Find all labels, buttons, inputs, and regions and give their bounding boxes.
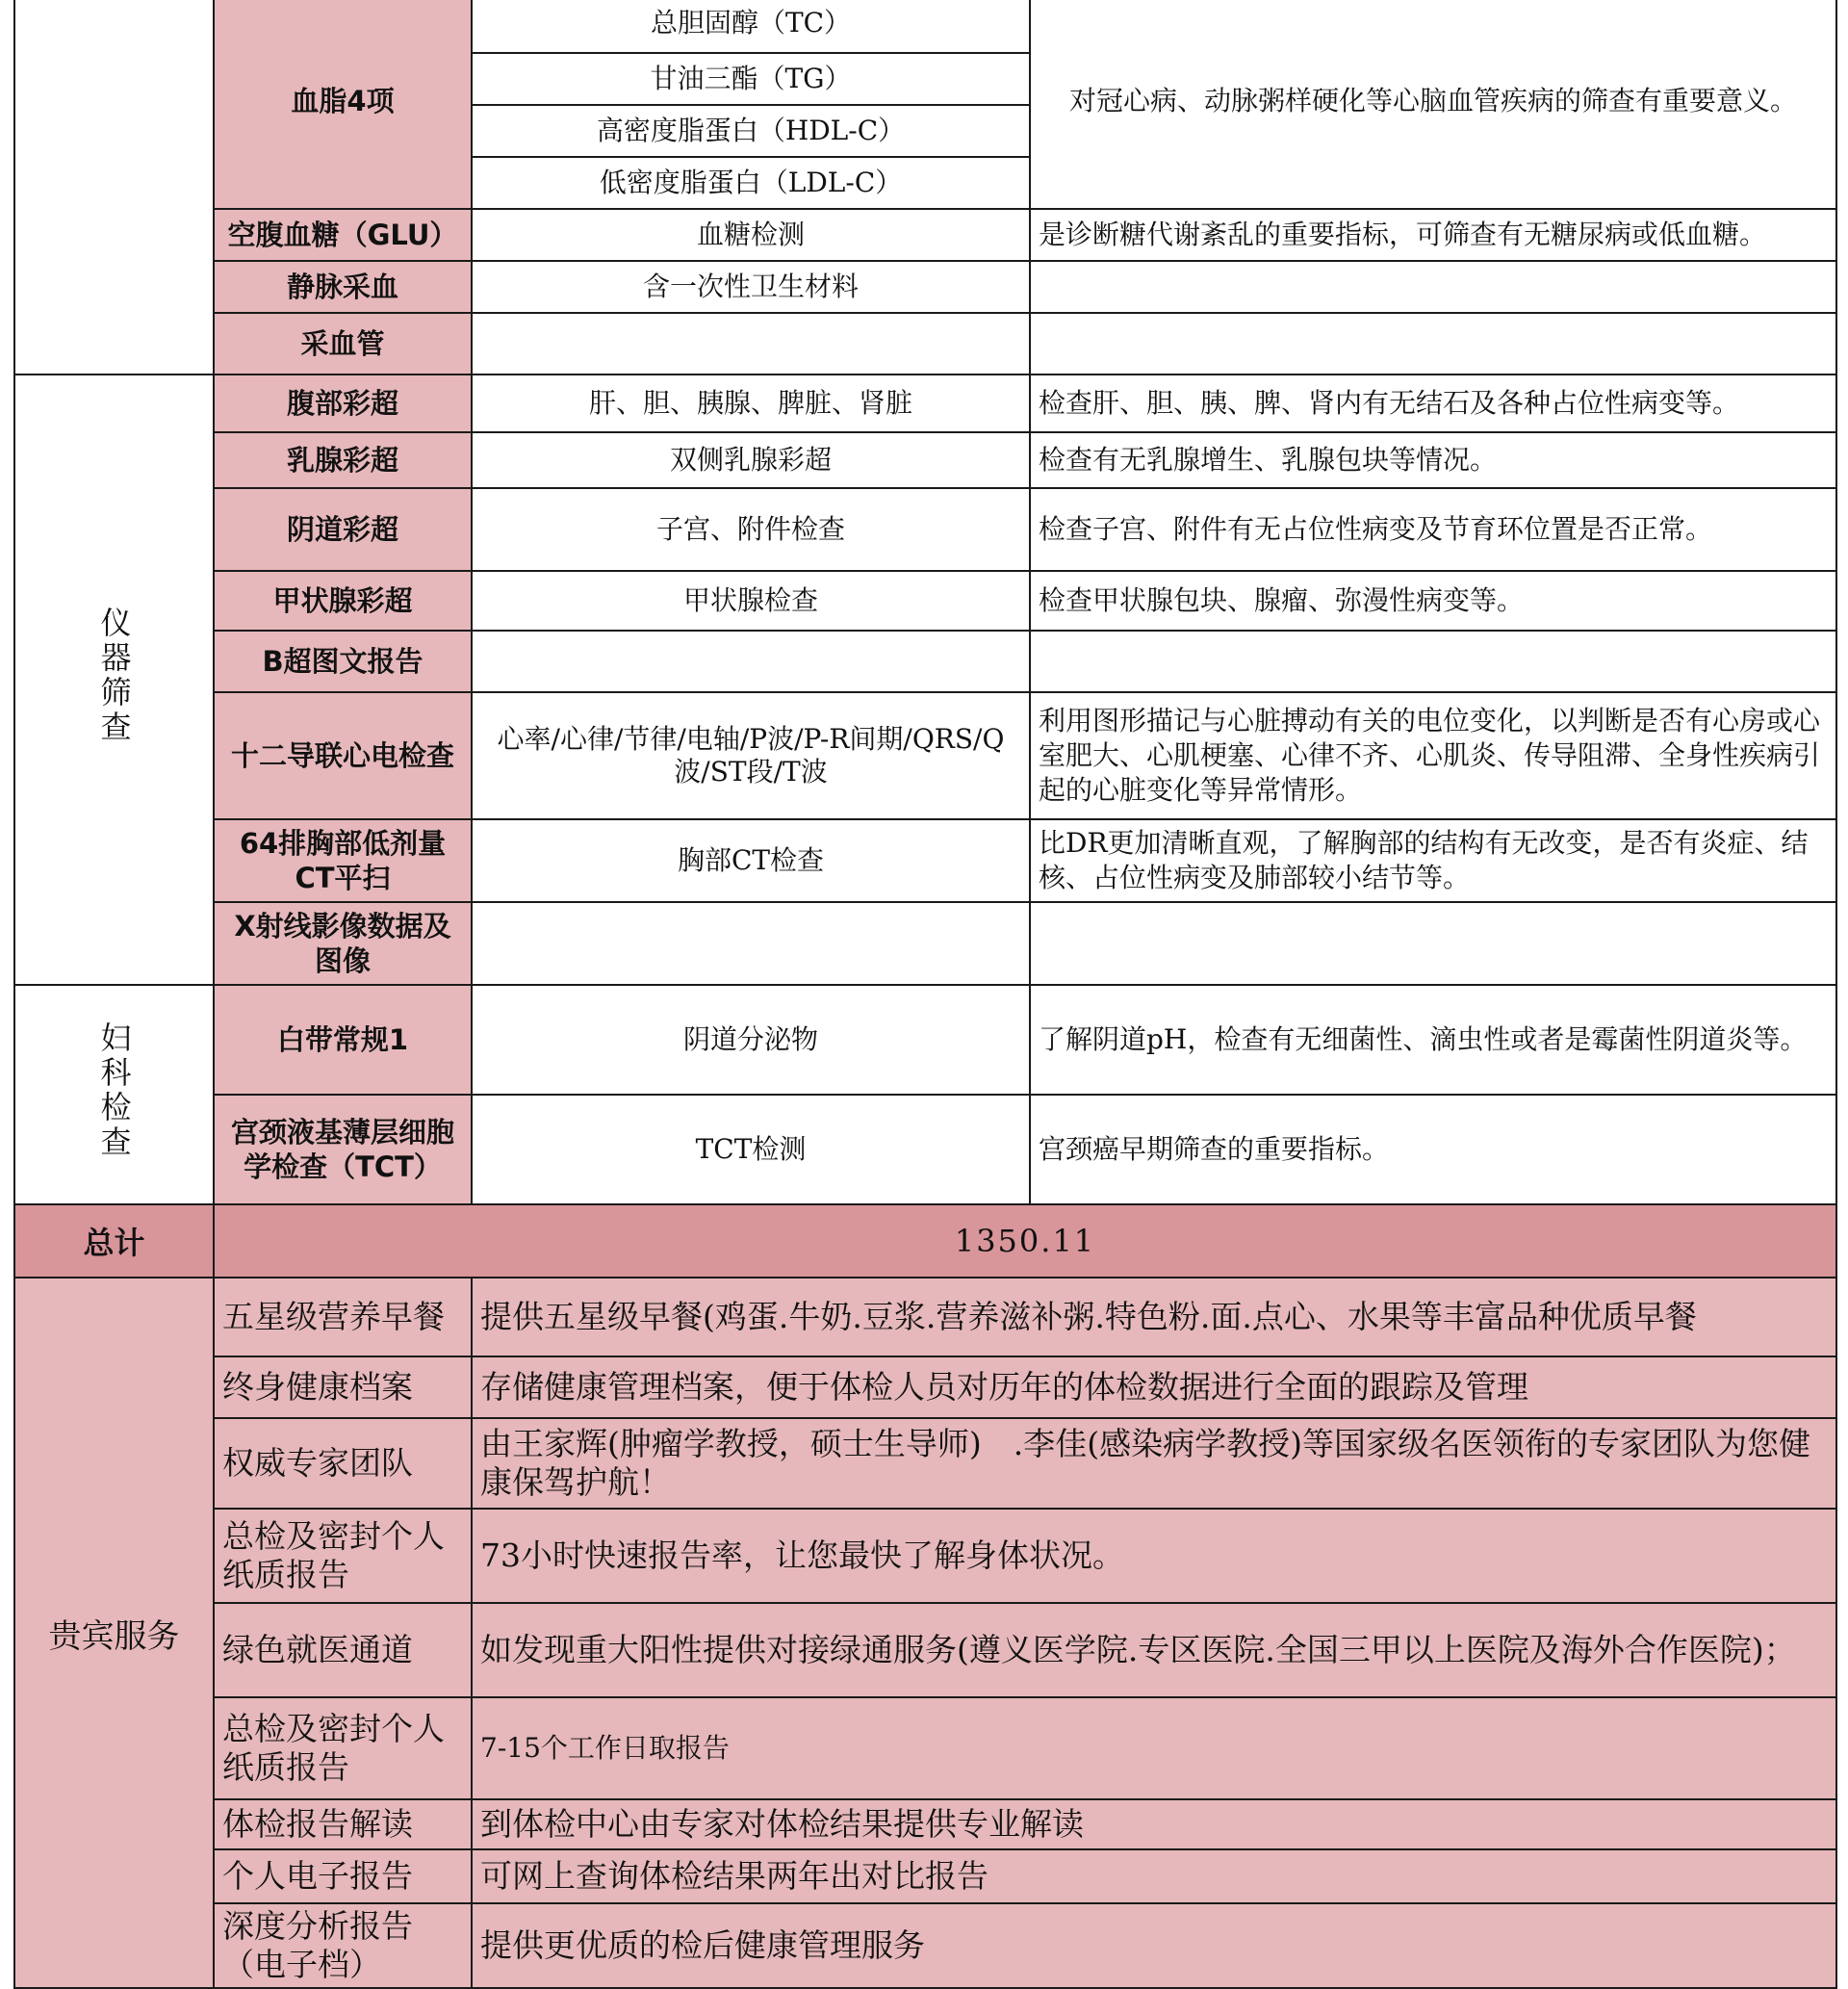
exam-item: 甲状腺检查 [472, 571, 1030, 631]
exam-item: TCT检测 [472, 1095, 1030, 1204]
exam-name: 64排胸部低剂量CT平扫 [214, 819, 472, 902]
exam-item: 含一次性卫生材料 [472, 261, 1030, 313]
blood-lipids-desc: 对冠心病、动脉粥样硬化等心脑血管疾病的筛查有重要意义。 [1030, 0, 1836, 209]
blood-lipids-name: 血脂4项 [214, 0, 472, 209]
exam-desc [1030, 261, 1836, 313]
service-desc: 如发现重大阳性提供对接绿通服务(遵义医学院.专区医院.全国三甲以上医院及海外合作医院)； [472, 1603, 1836, 1697]
exam-item: 心率/心律/节律/电轴/P波/P-R间期/QRS/Q波/ST段/T波 [472, 692, 1030, 819]
total-label: 总计 [14, 1204, 214, 1278]
exam-item: 子宫、附件检查 [472, 488, 1030, 571]
exam-desc [1030, 902, 1836, 985]
exam-name: X射线影像数据及图像 [214, 902, 472, 985]
service-name: 总检及密封个人纸质报告 [214, 1509, 472, 1603]
service-desc: 提供五星级早餐(鸡蛋.牛奶.豆浆.营养滋补粥.特色粉.面.点心、水果等丰富品种优质早餐 [472, 1278, 1836, 1356]
exam-name: 静脉采血 [214, 261, 472, 313]
exam-item: 双侧乳腺彩超 [472, 432, 1030, 488]
service-desc: 存储健康管理档案，便于体检人员对历年的体检数据进行全面的跟踪及管理 [472, 1356, 1836, 1418]
checkup-package-table [13, 0, 1837, 1989]
exam-desc: 比DR更加清晰直观，了解胸部的结构有无改变，是否有炎症、结核、占位性病变及肺部较小结节等。 [1030, 819, 1836, 902]
exam-item: 血糖检测 [472, 209, 1030, 261]
exam-name: 采血管 [214, 313, 472, 375]
service-desc: 到体检中心由专家对体检结果提供专业解读 [472, 1799, 1836, 1849]
service-name: 体检报告解读 [214, 1799, 472, 1849]
instrument-category-cell [14, 375, 214, 985]
service-desc: 7-15个工作日取报告 [472, 1697, 1836, 1799]
exam-desc: 了解阴道pH，检查有无细菌性、滴虫性或者是霉菌性阴道炎等。 [1030, 985, 1836, 1095]
exam-desc: 检查甲状腺包块、腺瘤、弥漫性病变等。 [1030, 571, 1836, 631]
service-desc: 由王家辉(肿瘤学教授，硕士生导师) .李佳(感染病学教授)等国家级名医领衔的专家团队为您健康保驾护航！ [472, 1418, 1836, 1509]
service-desc: 可网上查询体检结果两年出对比报告 [472, 1849, 1836, 1903]
exam-item: 肝、胆、胰腺、脾脏、肾脏 [472, 375, 1030, 432]
exam-desc [1030, 631, 1836, 692]
lipid-item: 低密度脂蛋白（LDL-C） [472, 157, 1030, 209]
service-name: 权威专家团队 [214, 1418, 472, 1509]
exam-desc: 利用图形描记与心脏搏动有关的电位变化，以判断是否有心房或心室肥大、心肌梗塞、心律不齐、心肌炎、传导阻滞、全身性疾病引起的心脏变化等异常情形。 [1030, 692, 1836, 819]
service-name: 五星级营养早餐 [214, 1278, 472, 1356]
service-name: 深度分析报告（电子档） [214, 1903, 472, 1988]
service-name: 绿色就医通道 [214, 1603, 472, 1697]
exam-name: 甲状腺彩超 [214, 571, 472, 631]
gyn-category-label: 妇科检查 [95, 1020, 133, 1160]
exam-item [472, 902, 1030, 985]
exam-desc: 检查有无乳腺增生、乳腺包块等情况。 [1030, 432, 1836, 488]
exam-desc: 是诊断糖代谢紊乱的重要指标，可筛查有无糖尿病或低血糖。 [1030, 209, 1836, 261]
exam-name: 十二导联心电检查 [214, 692, 472, 819]
lipid-item: 高密度脂蛋白（HDL-C） [472, 105, 1030, 157]
exam-name: 白带常规1 [214, 985, 472, 1095]
exam-item: 胸部CT检查 [472, 819, 1030, 902]
service-desc: 73小时快速报告率，让您最快了解身体状况。 [472, 1509, 1836, 1603]
vip-category-label: 贵宾服务 [14, 1278, 214, 1988]
exam-name: 宫颈液基薄层细胞学检查（TCT） [214, 1095, 472, 1204]
service-name: 总检及密封个人纸质报告 [214, 1697, 472, 1799]
instrument-category-label: 仪器筛查 [95, 606, 133, 745]
exam-name: 腹部彩超 [214, 375, 472, 432]
lipid-item: 总胆固醇（TC） [472, 0, 1030, 53]
exam-name: B超图文报告 [214, 631, 472, 692]
exam-item: 阴道分泌物 [472, 985, 1030, 1095]
exam-item [472, 631, 1030, 692]
exam-desc [1030, 313, 1836, 375]
exam-name: 乳腺彩超 [214, 432, 472, 488]
service-desc: 提供更优质的检后健康管理服务 [472, 1903, 1836, 1988]
lipid-item: 甘油三酯（TG） [472, 53, 1030, 105]
service-name: 个人电子报告 [214, 1849, 472, 1903]
lab-category-cell [14, 0, 214, 375]
service-name: 终身健康档案 [214, 1356, 472, 1418]
exam-desc: 检查肝、胆、胰、脾、肾内有无结石及各种占位性病变等。 [1030, 375, 1836, 432]
exam-item [472, 313, 1030, 375]
gyn-category-cell [14, 985, 214, 1204]
exam-desc: 宫颈癌早期筛查的重要指标。 [1030, 1095, 1836, 1204]
exam-name: 空腹血糖（GLU） [214, 209, 472, 261]
total-value: 1350.11 [214, 1204, 1836, 1278]
exam-name: 阴道彩超 [214, 488, 472, 571]
exam-desc: 检查子宫、附件有无占位性病变及节育环位置是否正常。 [1030, 488, 1836, 571]
